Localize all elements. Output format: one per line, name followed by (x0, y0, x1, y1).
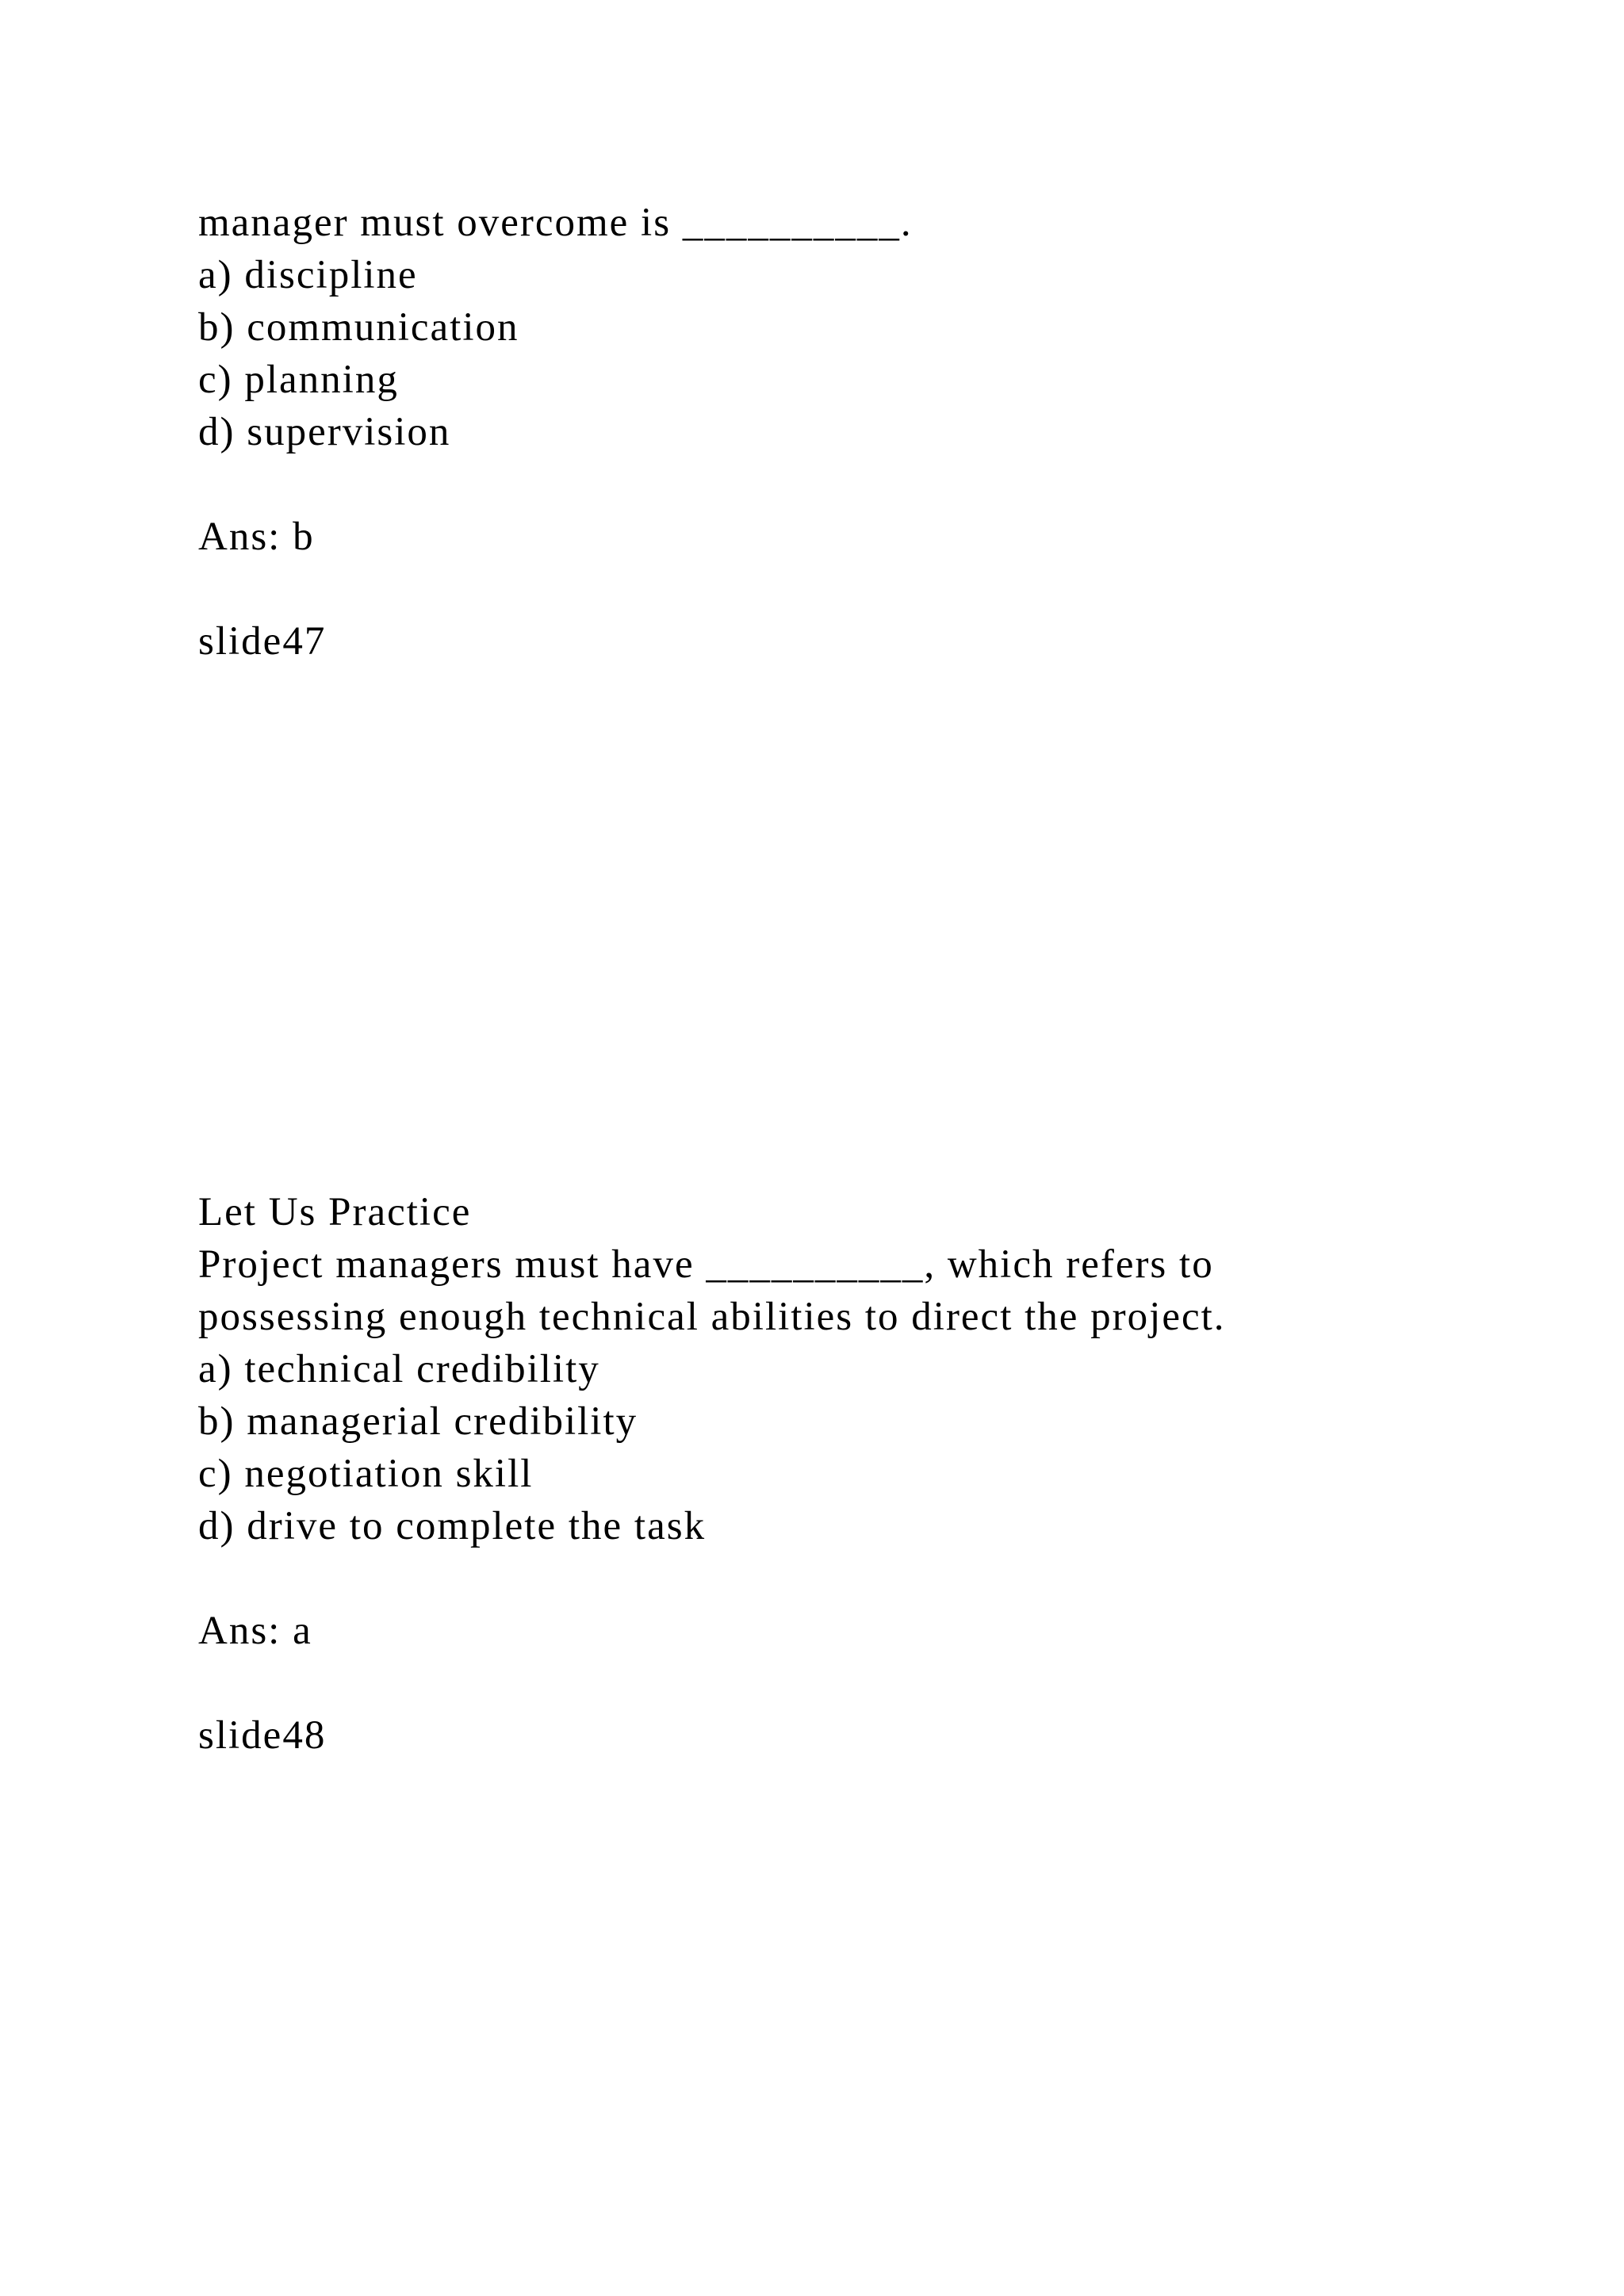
answer-text: Ans: b (198, 515, 315, 559)
option-d: d) drive to complete the task (198, 1504, 707, 1548)
answer-text: Ans: a (198, 1609, 312, 1653)
question-text: manager must overcome is __________. (198, 201, 913, 245)
option-c: c) negotiation skill (198, 1452, 534, 1496)
slide-label: slide48 (198, 1713, 327, 1758)
question-text-line-2: possessing enough technical abilities to direct the project. (198, 1295, 1226, 1339)
option-c: c) planning (198, 358, 399, 402)
question-block-2 (198, 1186, 1586, 1762)
option-d: d) supervision (198, 410, 451, 454)
question-text-line-1: Project managers must have __________, which refers to (198, 1242, 1214, 1287)
section-heading: Let Us Practice (198, 1190, 472, 1234)
option-a: a) technical credibility (198, 1347, 600, 1391)
option-a: a) discipline (198, 253, 418, 297)
option-b: b) communication (198, 305, 519, 350)
question-block-1 (198, 197, 1586, 668)
option-b: b) managerial credibility (198, 1399, 638, 1444)
slide-label: slide47 (198, 619, 327, 664)
